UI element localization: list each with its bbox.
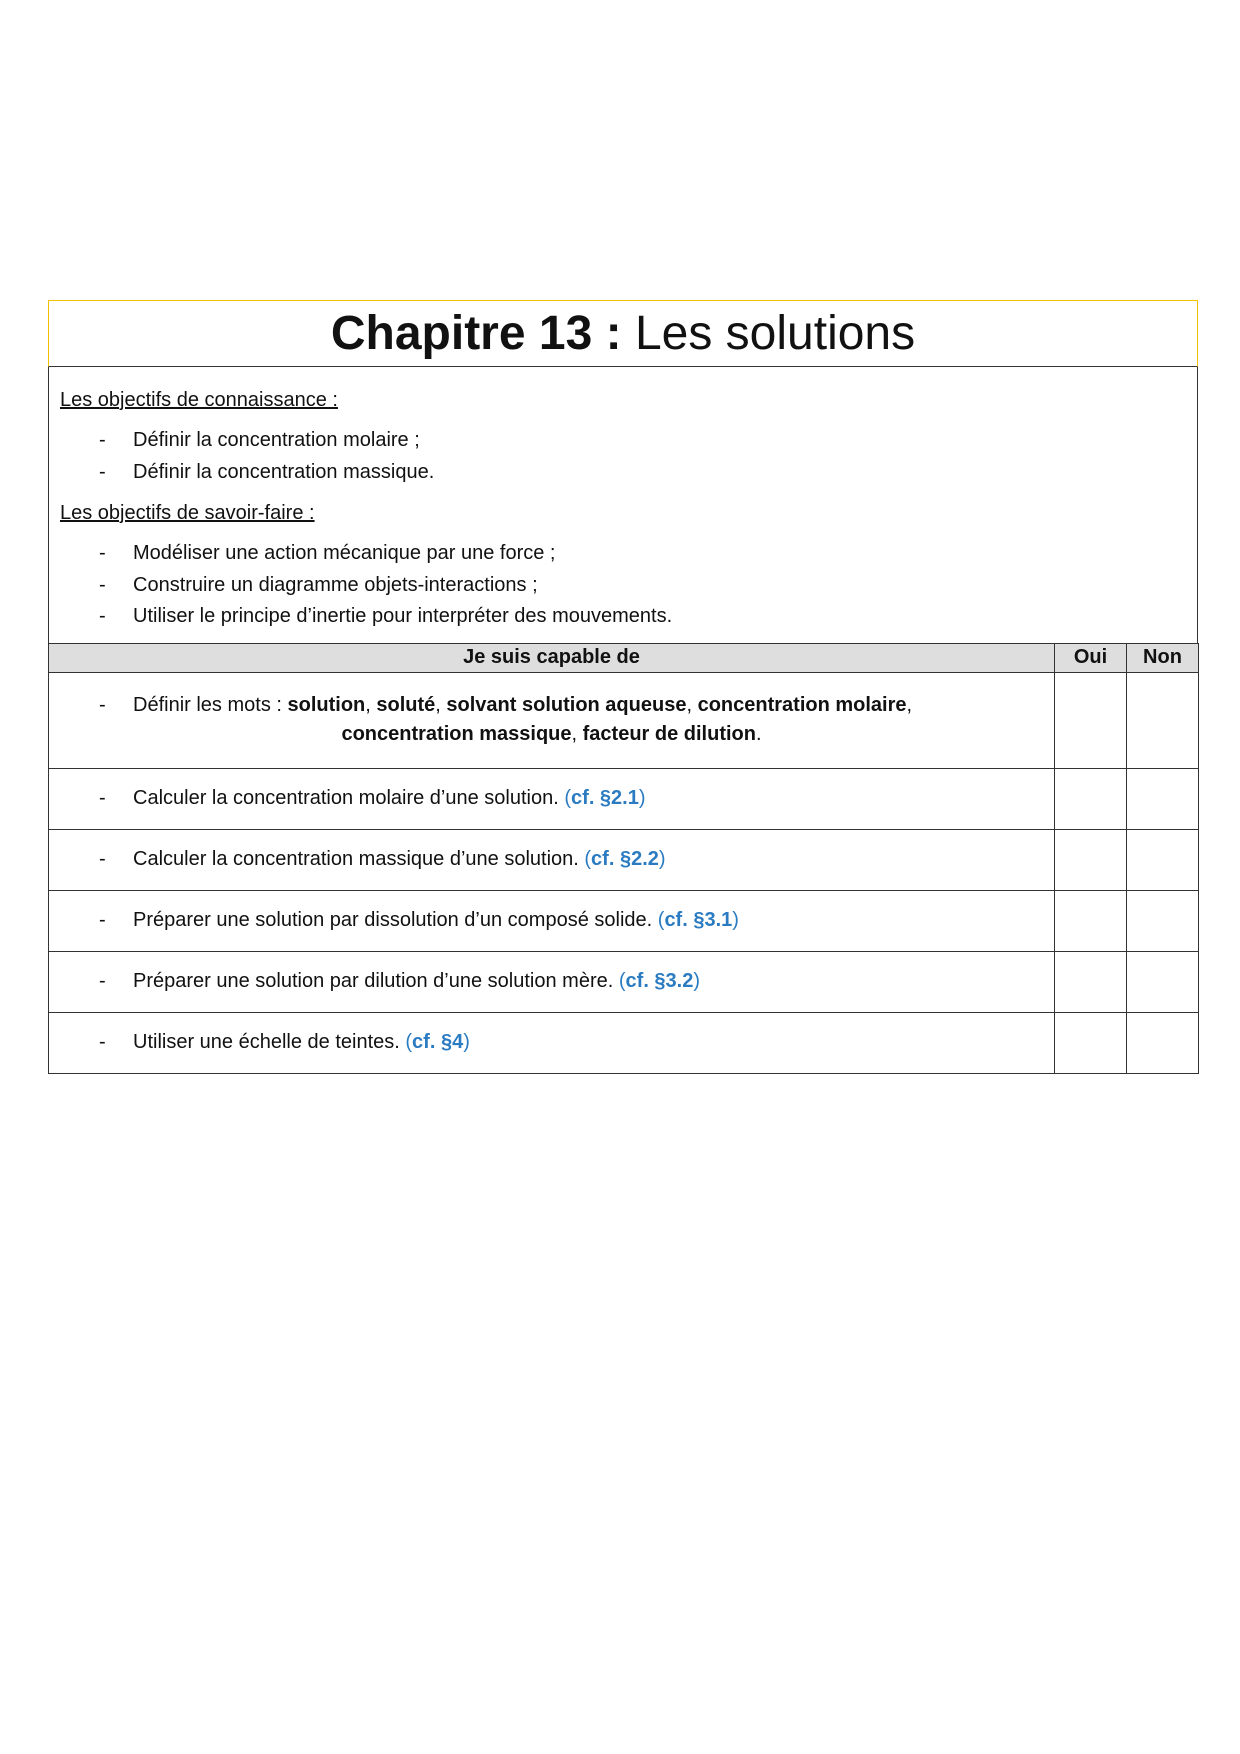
table-row xyxy=(49,768,1199,829)
skill-cell xyxy=(49,1012,1055,1073)
definition-line xyxy=(60,691,1043,720)
skill-line xyxy=(60,784,1043,813)
skill-description: Calculer la concentration massique d’une solution. xyxy=(133,848,585,870)
table-row xyxy=(49,890,1199,951)
skill-text xyxy=(133,906,739,935)
paren-open: ( xyxy=(657,909,665,931)
header-yes: Oui xyxy=(1055,643,1127,672)
knowledge-item-text: Définir la concentration massique. xyxy=(133,460,435,483)
non-checkbox-cell[interactable] xyxy=(1127,768,1199,829)
term: concentration molaire xyxy=(697,694,907,716)
term: solvant solution aqueuse xyxy=(446,694,687,716)
skills-list xyxy=(60,538,1186,633)
dash-marker: - xyxy=(99,605,106,627)
skill-cell xyxy=(49,768,1055,829)
chapter-subject: Les solutions xyxy=(634,306,916,360)
oui-checkbox-cell[interactable] xyxy=(1055,829,1127,890)
list-item xyxy=(60,601,1186,633)
skill-text xyxy=(133,967,700,996)
term: solution xyxy=(287,694,366,716)
list-item xyxy=(60,425,1186,457)
definition-text xyxy=(133,691,912,720)
skill-description: Préparer une solution par dissolution d’un composé solide. xyxy=(133,909,658,931)
paren-open: ( xyxy=(405,1031,413,1053)
non-checkbox-cell[interactable] xyxy=(1127,1012,1199,1073)
skill-line xyxy=(60,967,1043,996)
definition-continuation xyxy=(60,720,1043,749)
skill-text xyxy=(133,845,666,874)
reference-label: cf. §2.2 xyxy=(591,848,659,870)
term: soluté xyxy=(376,694,436,716)
paren-open: ( xyxy=(564,787,572,809)
page-title xyxy=(330,306,916,360)
list-item xyxy=(60,570,1186,602)
oui-checkbox-cell[interactable] xyxy=(1055,951,1127,1012)
skill-line xyxy=(60,906,1043,935)
non-checkbox-cell[interactable] xyxy=(1127,890,1199,951)
skill-text xyxy=(133,1028,470,1057)
dash-marker: - xyxy=(99,573,106,596)
term: facteur de dilution xyxy=(582,723,756,745)
definition-prefix: Définir les mots : xyxy=(133,694,288,716)
paren-open: ( xyxy=(618,970,626,992)
dash-marker: - xyxy=(99,694,106,716)
term-separator: , xyxy=(435,694,447,716)
skill-description: Calculer la concentration molaire d’une solution. xyxy=(133,787,565,809)
paren-close: ) xyxy=(463,1031,470,1053)
section-reference xyxy=(658,909,739,931)
non-checkbox-cell[interactable] xyxy=(1127,672,1199,768)
skill-description: Préparer une solution par dilution d’une solution mère. xyxy=(133,970,619,992)
dash-marker: - xyxy=(99,970,106,992)
skills-item-text: Construire un diagramme objets-interactions ; xyxy=(133,573,538,596)
paren-close: ) xyxy=(638,787,646,809)
table-row xyxy=(49,951,1199,1012)
knowledge-list xyxy=(60,425,1186,488)
paren-close: ) xyxy=(693,970,701,992)
chapter-sheet xyxy=(48,300,1198,1074)
skills-checklist-table xyxy=(48,643,1199,1074)
reference-label: cf. §3.1 xyxy=(664,909,733,931)
skill-text xyxy=(133,784,646,813)
knowledge-heading: Les objectifs de connaissance : xyxy=(60,389,338,411)
table-header-row xyxy=(49,643,1199,672)
paren-close: ) xyxy=(658,848,666,870)
skills-heading: Les objectifs de savoir-faire : xyxy=(60,502,315,524)
non-checkbox-cell[interactable] xyxy=(1127,829,1199,890)
dash-marker: - xyxy=(99,429,106,451)
skill-line xyxy=(60,1028,1043,1057)
knowledge-item-text: Définir la concentration molaire ; xyxy=(133,429,420,451)
term-separator: , xyxy=(365,694,377,716)
reference-label: cf. §2.1 xyxy=(571,787,639,809)
paren-open: ( xyxy=(584,848,592,870)
title-box xyxy=(48,300,1198,367)
objectives-section xyxy=(48,367,1198,643)
non-checkbox-cell[interactable] xyxy=(1127,951,1199,1012)
dash-marker: - xyxy=(99,542,106,564)
reference-label: cf. §3.2 xyxy=(625,970,694,992)
section-reference xyxy=(564,787,645,809)
table-row xyxy=(49,829,1199,890)
term: concentration massique xyxy=(341,723,572,745)
skill-cell xyxy=(49,890,1055,951)
list-item xyxy=(60,538,1186,570)
term-separator: , xyxy=(686,694,698,716)
paren-close: ) xyxy=(732,909,739,931)
header-skill: Je suis capable de xyxy=(49,643,1055,672)
oui-checkbox-cell[interactable] xyxy=(1055,672,1127,768)
table-row xyxy=(49,1012,1199,1073)
term-separator: , xyxy=(906,694,913,716)
skills-item-text: Utiliser le principe d’inertie pour interpréter des mouvements. xyxy=(133,605,673,627)
reference-label: cf. §4 xyxy=(412,1031,464,1053)
skill-cell xyxy=(49,951,1055,1012)
dash-marker: - xyxy=(99,848,106,870)
oui-checkbox-cell[interactable] xyxy=(1055,1012,1127,1073)
term-separator: , xyxy=(571,723,583,745)
section-reference xyxy=(619,970,700,992)
list-item xyxy=(60,457,1186,489)
oui-checkbox-cell[interactable] xyxy=(1055,890,1127,951)
header-no: Non xyxy=(1127,643,1199,672)
section-reference xyxy=(584,848,665,870)
table-row xyxy=(49,672,1199,768)
oui-checkbox-cell[interactable] xyxy=(1055,768,1127,829)
skill-cell-definitions xyxy=(49,672,1055,768)
skills-item-text: Modéliser une action mécanique par une force ; xyxy=(133,542,556,564)
chapter-number: Chapitre 13 : xyxy=(330,306,622,360)
dash-marker: - xyxy=(99,460,106,483)
dash-marker: - xyxy=(99,1031,106,1053)
term-end: . xyxy=(755,723,762,745)
skill-description: Utiliser une échelle de teintes. xyxy=(133,1031,406,1053)
skill-cell xyxy=(49,829,1055,890)
dash-marker: - xyxy=(99,787,106,809)
section-reference xyxy=(405,1031,470,1053)
skill-line xyxy=(60,845,1043,874)
dash-marker: - xyxy=(99,909,106,931)
